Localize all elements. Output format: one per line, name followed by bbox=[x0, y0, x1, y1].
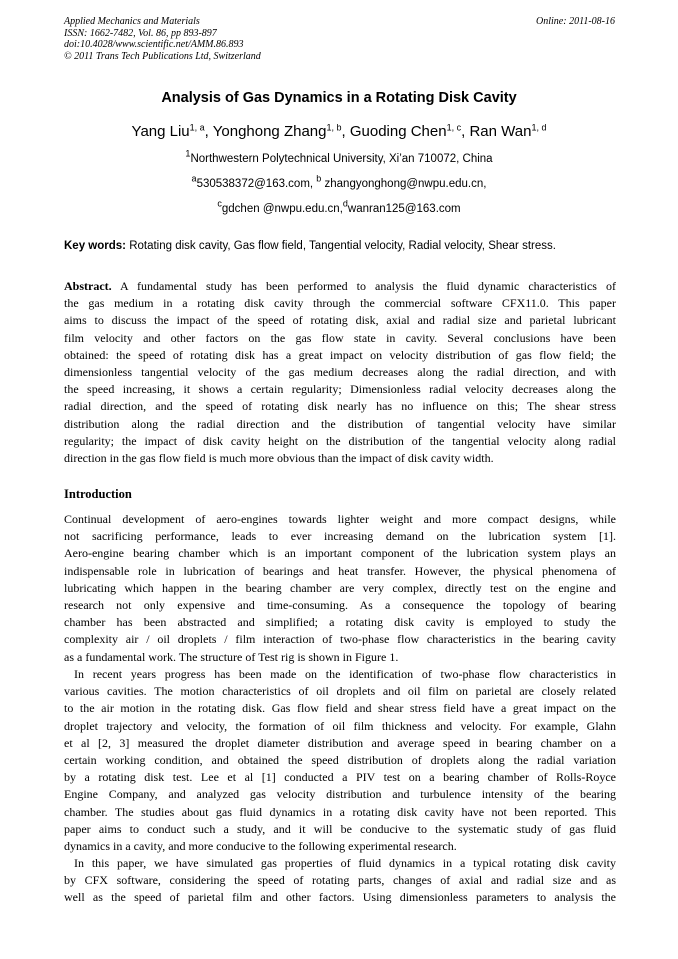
author-separator: , bbox=[461, 123, 470, 140]
abstract-line: obtained: the speed of rotating disk has a great impact on velocity distribution of gas flow field; the bbox=[64, 347, 616, 362]
email-line-2 bbox=[0, 198, 678, 215]
author-name: Yang Liu bbox=[131, 123, 190, 140]
email-mark-a: a bbox=[191, 173, 197, 184]
text-line: certain working condition, and obtained the speed distribution of droplets along the radial variation bbox=[64, 753, 616, 768]
text-line: by a rotating disk test. Lee et al [1] conducted a PIV test on a bearing chamber of Rolls-Royce bbox=[64, 770, 616, 785]
keywords-label: Key words: bbox=[64, 240, 126, 252]
issn-line: ISSN: 1662-7482, Vol. 86, pp 893-897 bbox=[64, 27, 217, 39]
abstract-line: direction in the gas flow field is much more obvious than the impact of disk cavity width. bbox=[64, 451, 494, 466]
author-affiliation-mark: 1, b bbox=[326, 122, 342, 133]
text-line: Aero-engine bearing chamber which is an important component of the lubrication system plays an bbox=[64, 546, 616, 561]
copyright-line: © 2011 Trans Tech Publications Ltd, Switzerland bbox=[64, 50, 261, 62]
author-name: Ran Wan bbox=[469, 123, 532, 140]
intro-paragraph-1 bbox=[64, 511, 616, 666]
text-line: dynamics in a cavity, and more conducive to the following experimental research. bbox=[64, 839, 457, 854]
text-line: complexity air / oil droplets / film interaction of two-phase flow characteristics in the bearing cavity bbox=[64, 632, 616, 647]
paper-title: Analysis of Gas Dynamics in a Rotating Disk Cavity bbox=[161, 90, 517, 106]
text-line: chamber. The studies about gas fluid dynamics in a rotating disk cavity have not been reported. This bbox=[64, 804, 616, 819]
text-line: et al [2, 3] measured the droplet diameter distribution and average speed in bearing chamber on a bbox=[64, 735, 616, 750]
email-d: wanran125@163.com bbox=[347, 203, 461, 215]
abstract-line: aims to discuss the impact of the speed of rotating disk, axial and radial size and parietal lubricant bbox=[64, 313, 616, 328]
email-b: zhangyonghong@nwpu.edu.cn, bbox=[321, 178, 487, 190]
doi-line: doi:10.4028/www.scientific.net/AMM.86.893 bbox=[64, 39, 244, 50]
affiliation-text: Northwestern Polytechnical University, Xi’an 710072, China bbox=[190, 153, 493, 165]
abstract-line: radial direction, and the speed of rotating disk nearly has no influence on this; The shear stress bbox=[64, 399, 616, 414]
email-c: gdchen @nwpu.edu.cn, bbox=[221, 203, 343, 215]
journal-header bbox=[64, 16, 261, 62]
abstract-line: the speed increasing, it shows a certain regularity; Dimensionless radial velocity decreases along the bbox=[64, 382, 616, 397]
section-heading-introduction: Introduction bbox=[64, 487, 132, 501]
abstract-line: distribution along the radial direction and the distribution of tangential velocity have similar bbox=[64, 416, 616, 431]
email-mark-c: c bbox=[217, 198, 222, 209]
author-affiliation-mark: 1, a bbox=[189, 122, 205, 133]
abstract-label: Abstract. bbox=[64, 279, 112, 293]
author-separator: , bbox=[204, 123, 213, 140]
email-mark-d: d bbox=[342, 198, 348, 209]
text-line: chamber has been abstracted and simplified; a rotating disk cavity is employed to study the bbox=[64, 615, 616, 630]
abstract-line: the gas medium in a rotating disk cavity through the commercial software CFX11.0. This paper bbox=[64, 296, 616, 311]
affiliation-mark: 1 bbox=[185, 148, 191, 159]
abstract bbox=[64, 278, 616, 467]
email-mark-b: b bbox=[316, 173, 322, 184]
text-line: to the air motion in the rotating disk. Gas flow field and shear stress field have a great impact on the bbox=[64, 701, 616, 716]
text-line: lubricating which happen in the bearing chamber are very complex, directly test on the engine and bbox=[64, 580, 616, 595]
abstract-line: A fundamental study has been performed to analysis the fluid dynamic characteristics of bbox=[111, 279, 616, 293]
text-line: Continual development of aero-engines towards lighter weight and more compact designs, while bbox=[64, 512, 616, 526]
abstract-line: dimensionless tangential velocity of the gas medium decreases along the radial direction, and with bbox=[64, 365, 616, 380]
intro-paragraph-2 bbox=[64, 666, 616, 855]
online-date: Online: 2011-08-16 bbox=[536, 16, 615, 27]
text-line: indispensable role in lubrication of bearings and heat transfer. However, the physical phenomena of bbox=[64, 563, 616, 578]
text-line: paper aims to conduct such a study, and it will be conducive to the systematic study of gas fluid bbox=[64, 821, 616, 836]
author-affiliation-mark: 1, d bbox=[531, 122, 547, 133]
email-a: 530538372@163.com, bbox=[196, 178, 317, 190]
text-line: In this paper, we have simulated gas properties of fluid dynamics in a typical rotating disk cavity bbox=[74, 856, 616, 870]
keywords bbox=[64, 240, 616, 252]
author-affiliation-mark: 1, c bbox=[446, 122, 462, 133]
text-line: research not only expensive and time-consuming. As a consequence the topology of bearing bbox=[64, 598, 616, 613]
journal-name: Applied Mechanics and Materials bbox=[64, 16, 200, 27]
author-list bbox=[0, 123, 678, 140]
author-name: Guoding Chen bbox=[349, 123, 447, 140]
text-line: droplet trajectory and velocity, the formation of oil film thickness and velocity. For example, Glahn bbox=[64, 718, 616, 733]
text-line: as a fundamental work. The structure of Test rig is shown in Figure 1. bbox=[64, 649, 399, 664]
text-line: various cavities. The motion characteristics of oil droplets and oil film on parietal are closely related bbox=[64, 684, 616, 699]
text-line: In recent years progress has been made on the identification of two-phase flow characteristics in bbox=[74, 667, 616, 681]
email-line-1 bbox=[0, 173, 678, 190]
text-line: well as the speed of parietal film and other factors. Using dimensionless parameters to analysis the bbox=[64, 890, 616, 905]
abstract-line: film velocity and other factors on the gas flow state in cavity. Several conclusions have been bbox=[64, 330, 616, 345]
keywords-text: Rotating disk cavity, Gas flow field, Tangential velocity, Radial velocity, Shear stress. bbox=[126, 240, 556, 252]
text-line: by CFX software, considering the speed of rotating parts, changes of axial and radial size and as bbox=[64, 873, 616, 888]
text-line: Engine Company, and analyzed gas velocity distribution and turbulence intensity of the bearing bbox=[64, 787, 616, 802]
intro-paragraph-3 bbox=[64, 855, 616, 907]
abstract-line: regularity; the impact of disk cavity height on the distribution of the tangential velocity along radial bbox=[64, 433, 616, 448]
author-name: Yonghong Zhang bbox=[212, 123, 327, 140]
text-line: not sacrificing performance, leads to ever increasing demand on the lubrication system [1]. bbox=[64, 529, 616, 544]
author-separator: , bbox=[341, 123, 350, 140]
affiliation bbox=[0, 148, 678, 165]
